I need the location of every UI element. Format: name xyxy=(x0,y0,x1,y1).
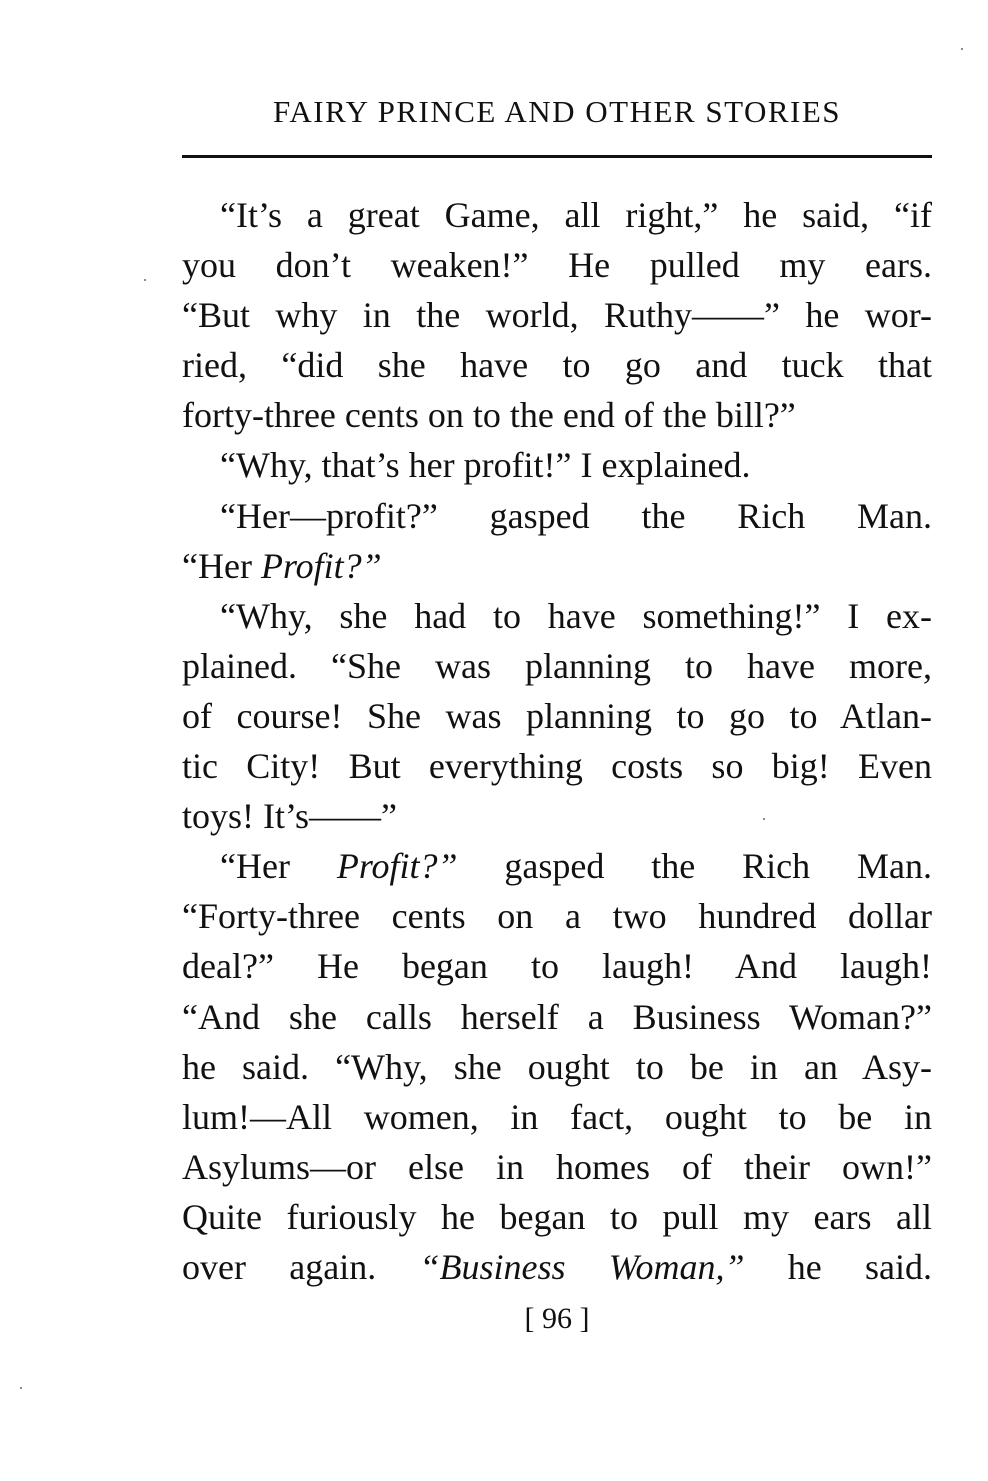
text-line: ried, “did she have to go and tuck that xyxy=(182,345,932,386)
text-line: “And she calls herself a Business Woman?” xyxy=(182,996,932,1037)
text-line: “It’s a great Game, all right,” he said, “if xyxy=(220,195,932,235)
text-line: he said. “Why, she ought to be in an Asy- xyxy=(182,1046,932,1087)
text-line: you don’t weaken!” He pulled my ears. xyxy=(182,245,932,286)
text-line: “Why, she had to have something!” I ex- xyxy=(220,595,932,636)
text-line: of course! She was planning to go to Atlan- xyxy=(182,695,932,736)
text-line: deal?” He began to laugh! And laugh! xyxy=(182,946,932,987)
paper-speck xyxy=(961,48,963,50)
text-line: “Her Profit?” xyxy=(182,545,382,586)
text-line: lum!—All women, in fact, ought to be in xyxy=(182,1096,932,1137)
running-head: FAIRY PRINCE AND OTHER STORIES xyxy=(272,94,842,129)
text-line: plained. “She was planning to have more, xyxy=(182,645,932,686)
text-line: over again. “Business Woman,” he said. xyxy=(182,1246,932,1287)
body-text xyxy=(182,190,932,1292)
text-line: tic City! But everything costs so big! Even xyxy=(182,746,932,787)
paper-speck xyxy=(763,818,765,820)
text-line: Asylums—or else in homes of their own!” xyxy=(182,1146,932,1187)
paper-speck xyxy=(144,279,146,281)
header-rule xyxy=(182,155,932,158)
text-line: forty-three cents on to the end of the bill?” xyxy=(182,395,796,436)
text-line: toys! It’s——” xyxy=(182,796,397,837)
text-line: Quite furiously he began to pull my ears all xyxy=(182,1196,932,1237)
text-line: “Her—profit?” gasped the Rich Man. xyxy=(220,495,932,536)
text-line: “But why in the world, Ruthy——” he wor- xyxy=(182,295,932,336)
text-line: “Forty-three cents on a two hundred dollar xyxy=(182,896,932,937)
page-number: [ 96 ] xyxy=(524,1302,590,1335)
text-line: “Her Profit?” gasped the Rich Man. xyxy=(220,846,932,887)
paper-speck xyxy=(20,1387,22,1389)
text-line: “Why, that’s her profit!” I explained. xyxy=(220,445,751,486)
